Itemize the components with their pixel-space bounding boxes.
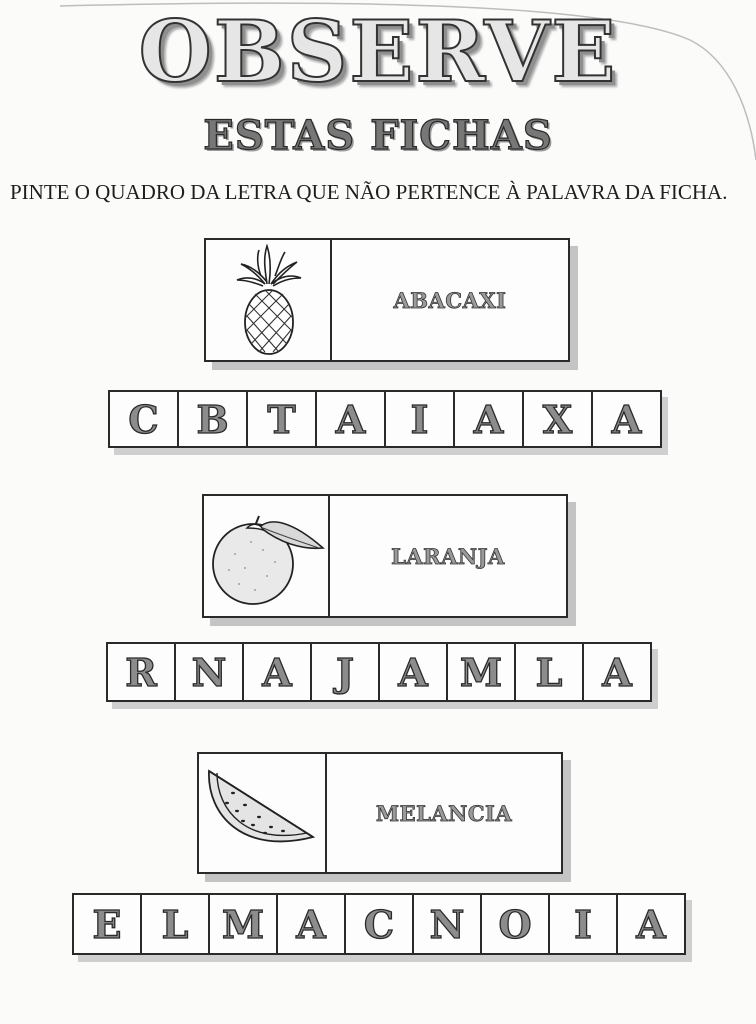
letter-box[interactable]: A	[453, 390, 524, 448]
letter-row-abacaxi	[108, 390, 664, 448]
letter-box[interactable]: C	[108, 390, 179, 448]
letter-box[interactable]: A	[315, 390, 386, 448]
letter-row-laranja	[106, 642, 656, 702]
letter-box[interactable]: T	[246, 390, 317, 448]
letter-box[interactable]: B	[177, 390, 248, 448]
word-card-melancia	[197, 752, 563, 874]
card-picture	[206, 240, 332, 360]
instruction-text: PINTE O QUADRO DA LETRA QUE NÃO PERTENCE À PALAVRA DA FICHA.	[10, 180, 728, 204]
page-title: OBSERVE	[138, 2, 618, 101]
letter-box[interactable]: X	[522, 390, 593, 448]
letter-box[interactable]: I	[548, 893, 618, 955]
letter-box[interactable]: E	[72, 893, 142, 955]
card-picture	[199, 754, 327, 872]
card-picture	[204, 496, 330, 616]
letter-box[interactable]: J	[310, 642, 380, 702]
page-subtitle: ESTAS FICHAS	[203, 112, 553, 159]
letter-box[interactable]: N	[174, 642, 244, 702]
letter-box[interactable]: I	[384, 390, 455, 448]
card-word: ABACAXI	[393, 287, 507, 313]
watermelon-slice-icon	[203, 765, 321, 861]
letter-row-melancia	[72, 893, 692, 955]
letter-box[interactable]: A	[378, 642, 448, 702]
card-word: MELANCIA	[375, 800, 513, 826]
letter-box[interactable]: A	[591, 390, 662, 448]
word-card-abacaxi	[204, 238, 570, 362]
letter-box[interactable]: R	[106, 642, 176, 702]
letter-box[interactable]: A	[616, 893, 686, 955]
pineapple-icon	[223, 242, 313, 358]
letter-box[interactable]: L	[514, 642, 584, 702]
letter-box[interactable]: C	[344, 893, 414, 955]
letter-box[interactable]: M	[446, 642, 516, 702]
letter-box[interactable]: A	[582, 642, 652, 702]
letter-box[interactable]: A	[242, 642, 312, 702]
letter-box[interactable]: N	[412, 893, 482, 955]
word-card-laranja	[202, 494, 568, 618]
orange-icon	[205, 506, 327, 606]
letter-box[interactable]: L	[140, 893, 210, 955]
letter-box[interactable]: A	[276, 893, 346, 955]
card-word: LARANJA	[391, 543, 505, 569]
letter-box[interactable]: O	[480, 893, 550, 955]
letter-box[interactable]: M	[208, 893, 278, 955]
